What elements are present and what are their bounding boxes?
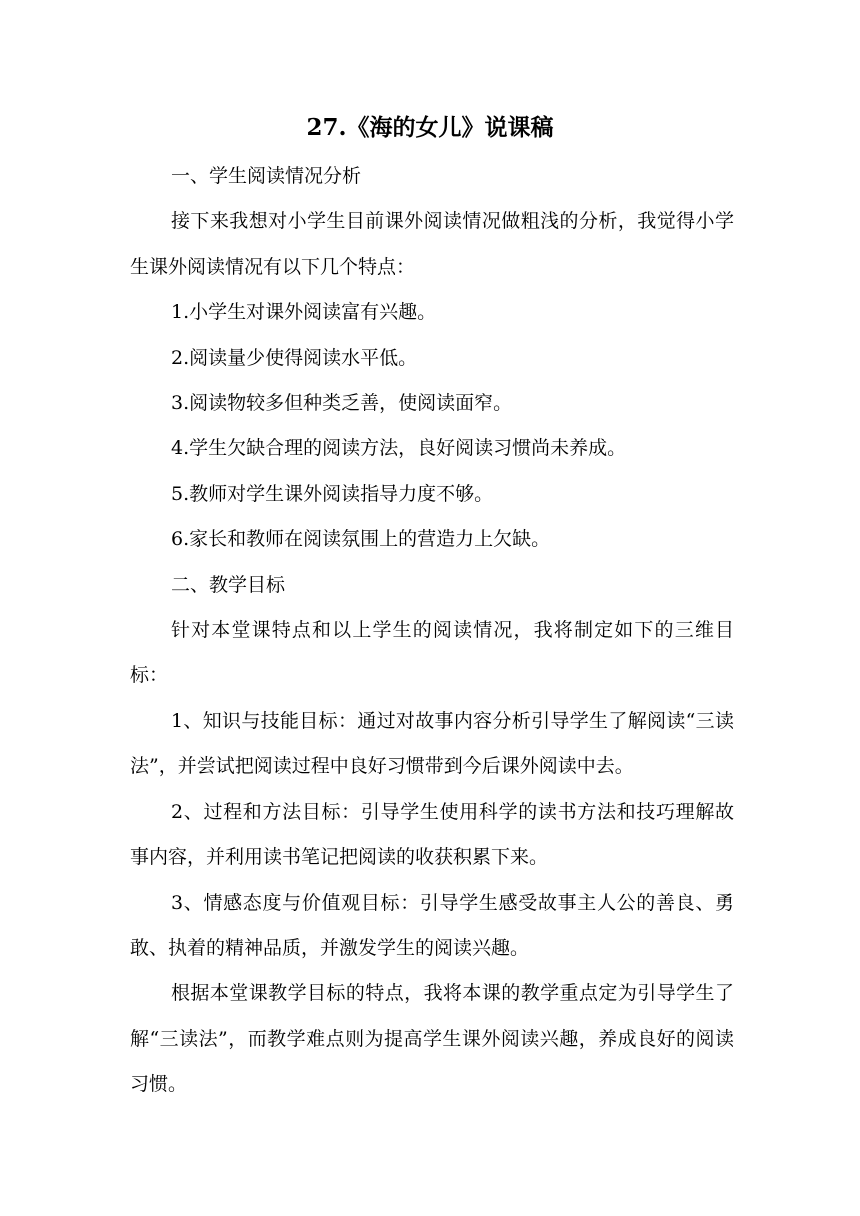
goal-process-methods: 2、过程和方法目标：引导学生使用科学的读书方法和技巧理解故事内容，并利用读书笔记把阅读的收获积累下来。 — [130, 800, 734, 869]
goal-knowledge-skills: 1、知识与技能目标：通过对故事内容分析引导学生了解阅读“三读法”，并尝试把阅读过程中良好习惯带到今后课外阅读中去。 — [130, 709, 734, 778]
list-item-5: 5.教师对学生课外阅读指导力度不够。 — [171, 482, 494, 505]
list-item-4: 4.学生欠缺合理的阅读方法，良好阅读习惯尚未养成。 — [171, 437, 627, 460]
document-body — [130, 154, 734, 1108]
list-item-6: 6.家长和教师在阅读氛围上的营造力上欠缺。 — [171, 528, 551, 551]
section-heading-teaching-goals: 二、教学目标 — [171, 573, 286, 596]
list-item-1: 1.小学生对课外阅读富有兴趣。 — [171, 301, 437, 324]
list-item-2: 2.阅读量少使得阅读水平低。 — [171, 346, 418, 369]
document-title: 27.《海的女儿》说课稿 — [306, 114, 554, 141]
paragraph-intro-analysis: 接下来我想对小学生目前课外阅读情况做粗浅的分析，我觉得小学生课外阅读情况有以下几个特点： — [130, 210, 734, 278]
section-heading-student-reading: 一、学生阅读情况分析 — [171, 165, 362, 187]
paragraph-key-points: 根据本堂课教学目标的特点，我将本课的教学重点定为引导学生了解“三读法”，而教学难点则为提高学生课外阅读兴趣，养成良好的阅读习惯。 — [130, 982, 734, 1096]
list-item-3: 3.阅读物较多但种类乏善，使阅读面窄。 — [171, 392, 513, 415]
goal-emotion-values: 3、情感态度与价值观目标：引导学生感受故事主人公的善良、勇敢、执着的精神品质，并激发学生的阅读兴趣。 — [130, 891, 734, 959]
paragraph-goals-intro: 针对本堂课特点和以上学生的阅读情况，我将制定如下的三维目标： — [130, 619, 734, 687]
